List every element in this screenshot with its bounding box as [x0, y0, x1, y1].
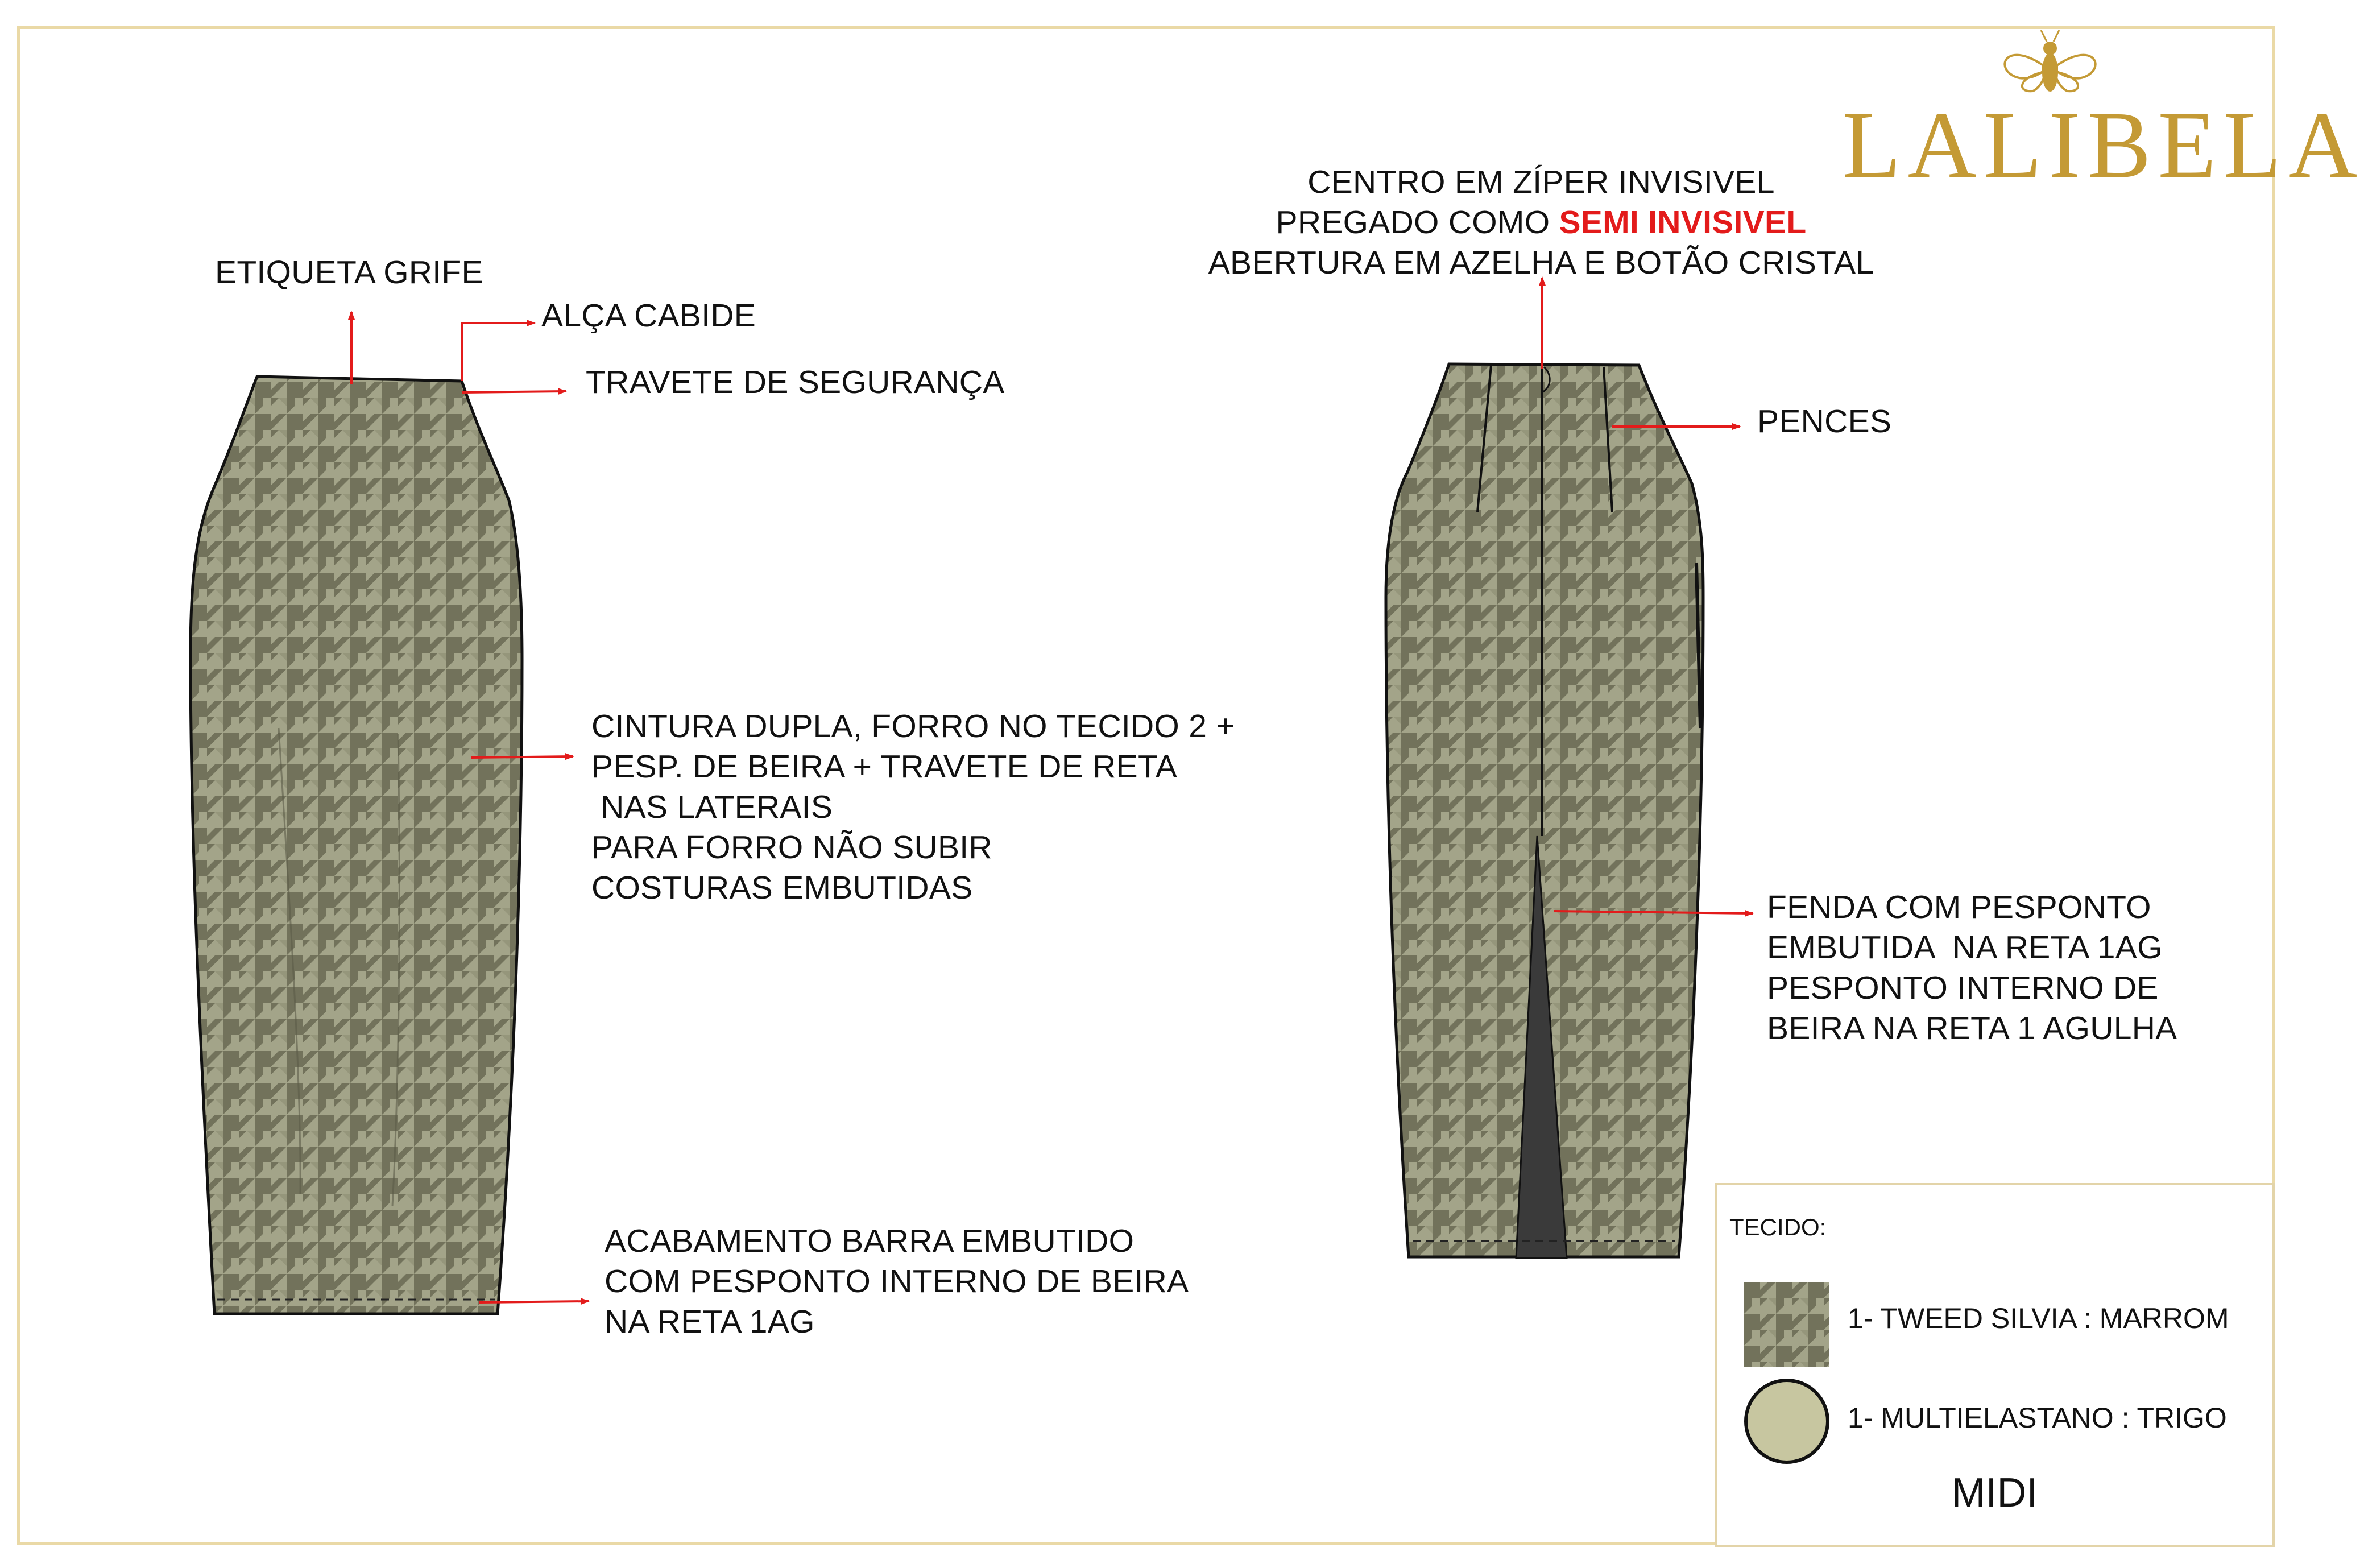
- fabric-legend: [1715, 1183, 2275, 1547]
- arrow-travete: [462, 391, 566, 392]
- label-fenda: FENDA COM PESPONTO EMBUTIDA NA RETA 1AG PESPONTO INTERNO DE BEIRA NA RETA 1 AGULHA: [1767, 889, 2177, 1046]
- tweed-swatch: [1744, 1282, 1829, 1367]
- front-skirt: [191, 377, 522, 1314]
- label-acabamento-barra: ACABAMENTO BARRA EMBUTIDO COM PESPONTO INTERNO DE BEIRA NA RETA 1AG: [605, 1223, 1189, 1340]
- multielastano-swatch: [1744, 1379, 1829, 1464]
- arrow-cintura: [471, 756, 573, 758]
- back-skirt: [1386, 364, 1703, 1258]
- label-etiqueta-grife: ETIQUETA GRIFE: [215, 254, 483, 291]
- arrow-acabamento: [479, 1301, 589, 1302]
- label-travete-seguranca: TRAVETE DE SEGURANÇA: [586, 364, 1005, 400]
- label-cintura-dupla: CINTURA DUPLA, FORRO NO TECIDO 2 + PESP. DE BEIRA + TRAVETE DE RETA NAS LATERAIS PARA FORRO NÃO SUBIR COSTURAS EMBUTIDAS: [591, 708, 1235, 906]
- fabric-title: TECIDO:: [1729, 1214, 1827, 1240]
- fabric-item-tweed: 1- TWEED SILVIA : MARROM: [1848, 1302, 2229, 1334]
- arrow-alca: [462, 323, 535, 381]
- bee-icon: [2005, 30, 2095, 92]
- label-centro-ziper: CENTRO EM ZÍPER INVISIVEL PREGADO COMO SEMI INVISIVEL ABERTURA EM AZELHA E BOTÃO CRISTAL: [1208, 164, 1874, 281]
- label-alca-cabide: ALÇA CABIDE: [541, 297, 756, 334]
- brand-logo: LALIBELA: [1843, 92, 2364, 198]
- highlight-semi-invisivel: SEMI INVISIVEL: [1559, 204, 1807, 241]
- label-pences: PENCES: [1757, 403, 1892, 440]
- fabric-item-multielastano: 1- MULTIELASTANO : TRIGO: [1848, 1402, 2227, 1434]
- length-label: MIDI: [1951, 1470, 2038, 1516]
